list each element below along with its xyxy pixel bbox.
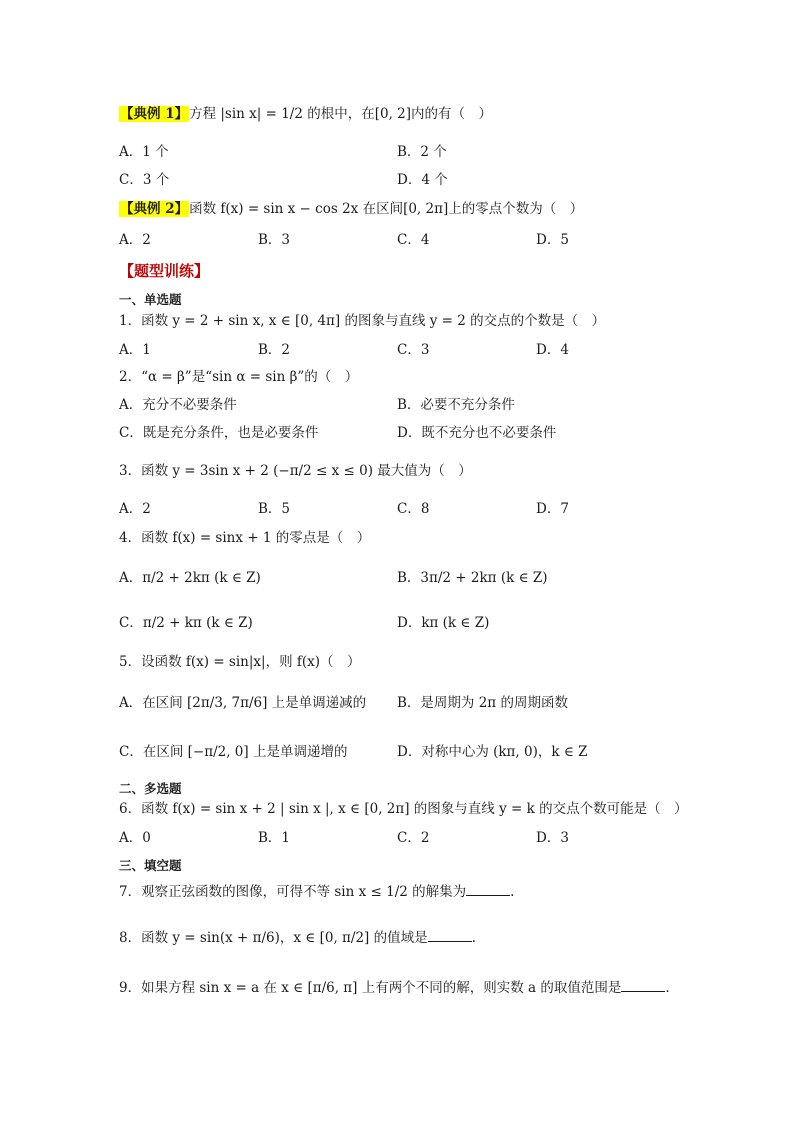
- example-2-text: 函数 f(x) = sin x − cos 2x 在区间[0, 2π]上的零点个数为（ ）: [189, 201, 584, 217]
- training-title: 【题型训练】: [119, 262, 210, 280]
- example-1-option-b: B．2 个: [397, 144, 447, 160]
- question-5-option-a: A．在区间 [2π/3, 7π/6] 上是单调递减的: [119, 695, 367, 711]
- question-3-option-d: D．7: [536, 501, 569, 517]
- question-5-option-b: B．是周期为 2π 的周期函数: [397, 695, 568, 711]
- section-single-choice: 一、单选题: [119, 292, 182, 307]
- question-3-stem: 3．函数 y = 3sin x + 2 (−π/2 ≤ x ≤ 0) 最大值为（ ）: [119, 463, 472, 479]
- example-1-option-a: A．1 个: [119, 144, 169, 160]
- question-3-option-c: C．8: [397, 501, 430, 517]
- question-7-answer-blank[interactable]: [466, 883, 510, 896]
- question-2-option-b: B．必要不充分条件: [397, 397, 515, 413]
- question-5-stem: 5．设函数 f(x) = sin|x|，则 f(x)（ ）: [119, 654, 361, 670]
- example-2-tag: 【典例 2】: [120, 201, 189, 217]
- question-7-line: [119, 882, 514, 902]
- section-fill-blank: 三、填空题: [119, 858, 182, 873]
- example-1-option-c: C．3 个: [119, 172, 170, 188]
- question-5-option-c: C．在区间 [−π/2, 0] 上是单调递增的: [119, 744, 348, 760]
- question-2-stem: 2．“α = β”是“sin α = sin β”的（ ）: [119, 369, 359, 385]
- question-2-option-c: C．既是充分条件，也是必要条件: [119, 425, 319, 441]
- question-1-option-d: D．4: [536, 342, 569, 358]
- question-4-option-d: D．kπ (k ∈ Z): [397, 615, 490, 631]
- example-2-option-a: A．2: [119, 232, 151, 248]
- question-1-option-b: B．2: [258, 342, 291, 358]
- example-1-line: [119, 104, 492, 124]
- question-7-end: .: [510, 884, 515, 900]
- question-2-option-d: D．既不充分也不必要条件: [397, 425, 557, 441]
- section-multi-choice: 二、多选题: [119, 781, 182, 796]
- question-8-stem: 8．函数 y = sin(x + π/6)，x ∈ [0, π/2] 的值域是: [119, 930, 428, 946]
- example-1-text: 方程 |sin x| = 1/2 的根中，在[0, 2]内的有（ ）: [189, 106, 493, 122]
- question-3-option-b: B．5: [258, 501, 291, 517]
- question-8-end: .: [471, 930, 476, 946]
- question-1-stem: 1．函数 y = 2 + sin x, x ∈ [0, 4π] 的图象与直线 y = 2 的交点的个数是（ ）: [119, 313, 606, 329]
- question-6-stem: 6．函数 f(x) = sin x + 2 | sin x |, x ∈ [0, 2π] 的图象与直线 y = k 的交点个数可能是（ ）: [119, 801, 688, 817]
- question-2-option-a: A．充分不必要条件: [119, 397, 237, 413]
- question-9-end: .: [665, 980, 670, 996]
- example-1-tag: 【典例 1】: [120, 106, 189, 122]
- question-8-answer-blank[interactable]: [428, 929, 472, 942]
- question-4-option-a: A．π/2 + 2kπ (k ∈ Z): [119, 570, 261, 586]
- question-4-option-b: B．3π/2 + 2kπ (k ∈ Z): [397, 570, 548, 586]
- example-2-option-d: D．5: [536, 232, 569, 248]
- question-4-stem: 4．函数 f(x) = sinx + 1 的零点是（ ）: [119, 530, 371, 546]
- question-5-option-d: D．对称中心为 (kπ, 0)，k ∈ Z: [397, 744, 588, 760]
- question-9-answer-blank[interactable]: [621, 979, 665, 992]
- question-1-option-a: A．1: [119, 342, 151, 358]
- question-4-option-c: C．π/2 + kπ (k ∈ Z): [119, 615, 253, 631]
- question-6-option-c: C．2: [397, 830, 430, 846]
- example-2-option-c: C．4: [397, 232, 430, 248]
- example-1-option-d: D．4 个: [397, 172, 448, 188]
- question-9-stem: 9．如果方程 sin x = a 在 x ∈ [π/6, π] 上有两个不同的解，则实数 a 的取值范围是: [119, 980, 622, 996]
- question-1-option-c: C．3: [397, 342, 430, 358]
- example-2-option-b: B．3: [258, 232, 291, 248]
- example-2-line: [119, 199, 583, 219]
- question-8-line: [119, 928, 476, 948]
- question-9-line: [119, 978, 670, 998]
- question-7-stem: 7．观察正弦函数的图像，可得不等 sin x ≤ 1/2 的解集为: [119, 884, 467, 900]
- question-6-option-d: D．3: [536, 830, 569, 846]
- question-6-option-a: A．0: [119, 830, 151, 846]
- question-6-option-b: B．1: [258, 830, 291, 846]
- question-3-option-a: A．2: [119, 501, 151, 517]
